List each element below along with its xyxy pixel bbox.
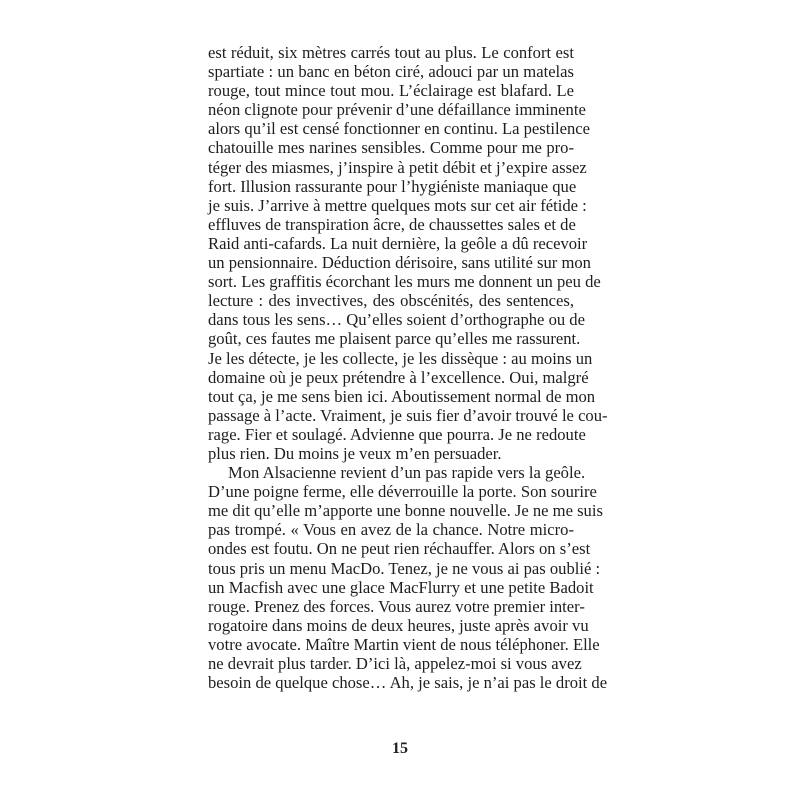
text-line: rouge. Prenez des forces. Vous aurez votre premier inter- [208,596,585,616]
text-line: est réduit, six mètres carrés tout au plus. Le confort est [208,43,574,62]
text-line: lecture : des invectives, des obscénités, des sentences, [208,291,574,311]
text-line: spartiate : un banc en béton ciré, adouci par un matelas [208,62,574,82]
paragraph [208,463,608,693]
text-line: D’une poigne ferme, elle déverrouille la porte. Son sourire [208,482,597,502]
text-line: un pensionnaire. Déduction dérisoire, sans utilité sur mon [208,253,591,273]
text-line: ondes est foutu. On ne peut rien réchauffer. Alors on s’est [208,539,591,559]
text-line: néon clignote pour prévenir d’une défaillance imminente [208,100,586,120]
text-line: fort. Illusion rassurante pour l’hygiéniste maniaque que [208,176,577,196]
text-line: Mon Alsacienne revient d’un pas rapide vers la geôle. [228,463,586,483]
text-line: rogatoire dans moins de deux heures, juste après avoir vu [208,615,589,635]
text-line: plus rien. Du moins je veux m’en persuader. [208,443,502,463]
text-line: votre avocate. Maître Martin vient de nous téléphoner. Elle [208,634,600,654]
text-line: domaine où je peux prétendre à l’excellence. Oui, malgré [208,367,589,387]
text-line: pas trompé. « Vous en avez de la chance. Notre micro- [208,520,574,540]
text-line: tous pris un menu MacDo. Tenez, je ne vous ai pas oublié : [208,558,601,578]
paragraph [208,43,608,463]
text-line: sort. Les graffitis écorchant les murs me donnent un peu de [208,272,601,292]
text-line: tout ça, je me sens bien ici. Aboutissement normal de mon [208,386,596,406]
text-line: Raid anti-cafards. La nuit dernière, la geôle a dû recevoir [208,233,588,253]
text-line: effluves de transpiration âcre, de chaussettes sales et de [208,214,576,234]
text-line: alors qu’il est censé fonctionner en continu. La pestilence [208,119,590,139]
text-line: Je les détecte, je les collecte, je les dissèque : au moins un [208,348,593,368]
text-line: passage à l’acte. Vraiment, je suis fier d’avoir trouvé le cou- [208,405,608,425]
text-line: un Macfish avec une glace MacFlurry et une petite Badoit [208,577,594,597]
text-line: dans tous les sens… Qu’elles soient d’orthographe ou de [208,310,585,330]
text-line: besoin de quelque chose… Ah, je sais, je n’ai pas le droit de [208,673,608,693]
text-line: me dit qu’elle m’apporte une bonne nouvelle. Je ne me suis [208,501,603,521]
text-line: je suis. J’arrive à mettre quelques mots sur cet air fétide : [208,195,587,215]
text-line: goût, ces fautes me plaisent parce qu’elles me rassurent. [208,329,581,349]
text-line: rage. Fier et soulagé. Advienne que pourra. Je ne redoute [208,424,586,444]
text-line: chatouille mes narines sensibles. Comme pour me pro- [208,138,574,158]
text-line: ne devrait plus tarder. D’ici là, appelez-moi si vous avez [208,654,582,673]
body-text [208,43,608,693]
page-number: 15 [392,740,408,757]
text-line: rouge, tout mince tout mou. L’éclairage est blafard. Le [208,81,574,101]
text-line: téger des miasmes, j’inspire à petit débit et j’expire assez [208,157,587,177]
